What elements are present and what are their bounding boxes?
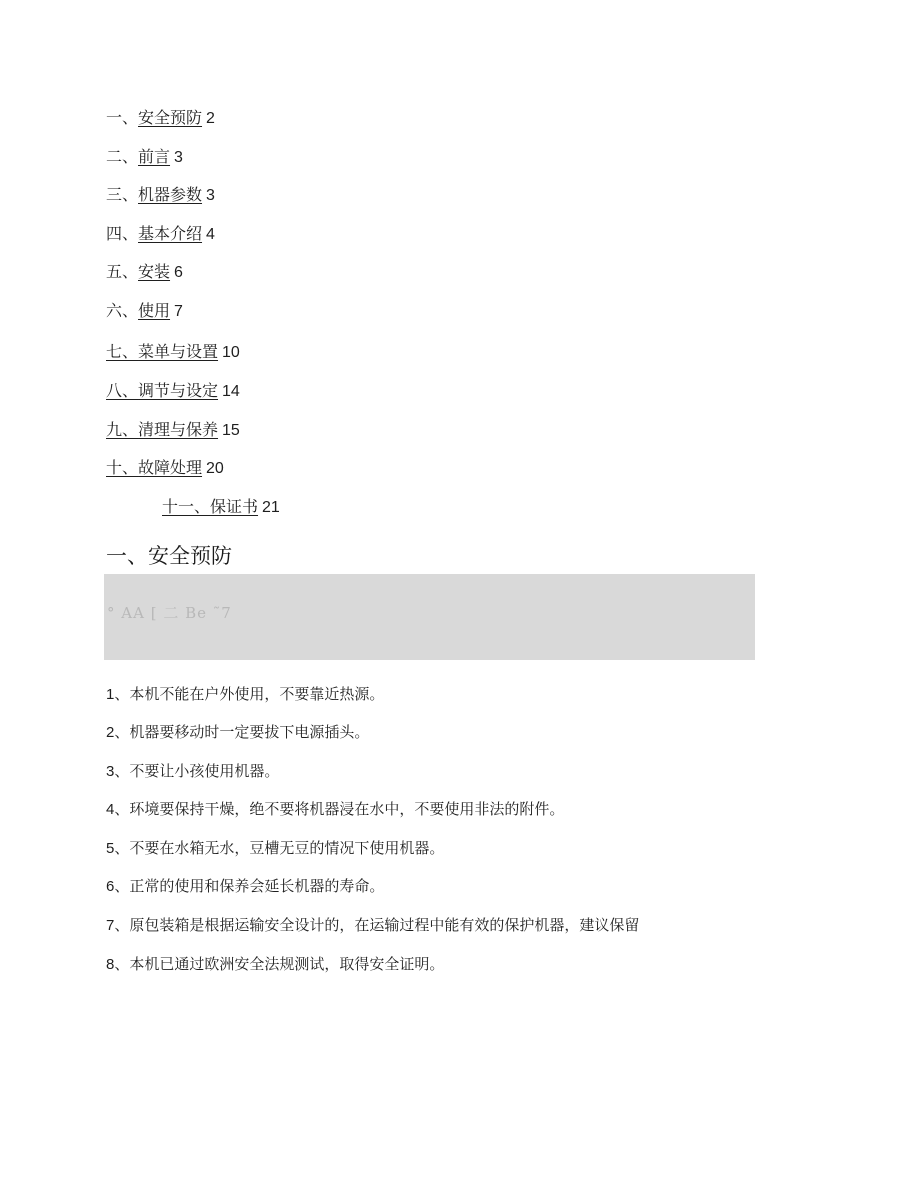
list-item: [106, 720, 369, 745]
toc-item[interactable]: [106, 183, 215, 207]
list-item: [106, 952, 444, 977]
toc-item-page: 15: [222, 422, 240, 439]
toc-item[interactable]: [106, 418, 240, 442]
toc-item-prefix: 四、: [106, 224, 139, 243]
toc-item[interactable]: [106, 260, 183, 284]
toc-item-prefix: 九、: [106, 420, 139, 439]
list-item-text: 、原包装箱是根据运输安全设计的，在运输过程中能有效的保护机器，建议保留: [114, 916, 640, 934]
list-item: [106, 797, 564, 822]
toc-item-prefix: 三、: [106, 185, 139, 204]
toc-item[interactable]: [106, 145, 183, 169]
section-heading: 一、安全预防: [106, 544, 232, 568]
toc-item-title[interactable]: 调节与设定: [138, 381, 219, 400]
toc-item-title[interactable]: 安装: [138, 262, 171, 281]
toc-item-prefix: 五、: [106, 262, 139, 281]
toc-item-title[interactable]: 基本介绍: [138, 224, 203, 243]
toc-item-page: 6: [174, 264, 183, 281]
banner-text: ° AA [ 二 Be ˜7: [107, 604, 232, 622]
toc-item[interactable]: [106, 222, 215, 246]
toc-item-prefix: 七、: [106, 342, 139, 361]
toc-item-prefix: 十一、: [162, 497, 211, 516]
toc-item-prefix: 六、: [106, 301, 139, 320]
list-item-number: 5: [106, 840, 115, 857]
list-item-number: 7: [106, 917, 115, 934]
toc-item-page: 14: [222, 383, 240, 400]
toc-item-page: 10: [222, 344, 240, 361]
toc-item-page: 3: [174, 149, 183, 166]
list-item-text: 、机器要移动时一定要拔下电源插头。: [114, 723, 370, 741]
list-item: [106, 682, 384, 707]
toc-item[interactable]: [106, 106, 215, 130]
toc-item-prefix: 八、: [106, 381, 139, 400]
toc-item[interactable]: [106, 340, 240, 364]
list-item-text: 、不要在水箱无水，豆槽无豆的情况下使用机器。: [114, 839, 445, 857]
list-item-text: 、不要让小孩使用机器。: [114, 762, 280, 780]
toc-item-prefix: 一、: [106, 108, 139, 127]
toc-item-page: 7: [174, 303, 183, 320]
toc-item-page: 20: [206, 460, 224, 477]
toc-item-prefix: 二、: [106, 147, 139, 166]
list-item-text: 、本机不能在户外使用，不要靠近热源。: [114, 685, 385, 703]
toc-item-title[interactable]: 故障处理: [138, 458, 203, 477]
toc-item-title[interactable]: 清理与保养: [138, 420, 219, 439]
list-item-number: 1: [106, 686, 115, 703]
list-item-text: 、正常的使用和保养会延长机器的寿命。: [114, 877, 385, 895]
toc-item-page: 2: [206, 110, 215, 127]
list-item-number: 6: [106, 878, 115, 895]
list-item-number: 8: [106, 956, 115, 973]
toc-item-prefix: 十、: [106, 458, 139, 477]
list-item-number: 2: [106, 724, 115, 741]
toc-item-title[interactable]: 菜单与设置: [138, 342, 219, 361]
toc-item-title[interactable]: 安全预防: [138, 108, 203, 127]
toc-item-page: 3: [206, 187, 215, 204]
list-item: [106, 874, 384, 899]
toc-item[interactable]: [106, 379, 240, 403]
list-item-text: 、环境要保持干燥，绝不要将机器浸在水中，不要使用非法的附件。: [114, 800, 565, 818]
list-item-number: 3: [106, 763, 115, 780]
toc-item[interactable]: [106, 299, 183, 323]
toc-item-page: 21: [262, 499, 280, 516]
toc-item-title[interactable]: 保证书: [210, 497, 259, 516]
toc-item[interactable]: [162, 495, 280, 519]
list-item: [106, 836, 444, 861]
list-item: [106, 759, 279, 784]
list-item: [106, 913, 639, 938]
toc-item[interactable]: [106, 456, 224, 480]
toc-item-title[interactable]: 前言: [138, 147, 171, 166]
toc-item-title[interactable]: 使用: [138, 301, 171, 320]
list-item-number: 4: [106, 801, 115, 818]
list-item-text: 、本机已通过欧洲安全法规测试，取得安全证明。: [114, 955, 445, 973]
toc-item-page: 4: [206, 226, 215, 243]
warning-banner-image: [104, 574, 755, 660]
toc-item-title[interactable]: 机器参数: [138, 185, 203, 204]
